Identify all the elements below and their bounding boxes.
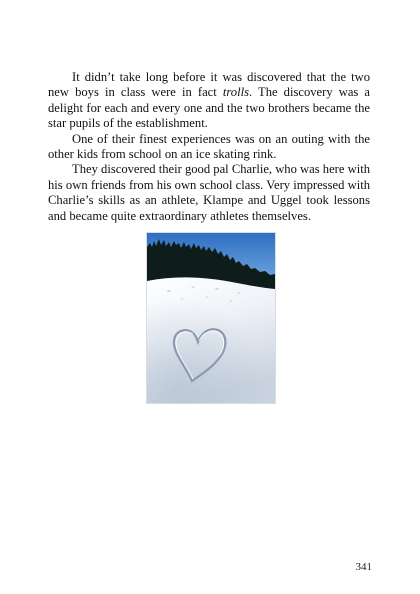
paragraph-1-text-start: It didn’t take long before it was discovered that the two new boys in class were in fact	[48, 70, 370, 100]
paragraph-2-text: One of their finest experiences was on an outing with the other kids from school on an ice skating rink.	[48, 131, 370, 162]
paragraph-1-emphasis: trolls	[222, 85, 249, 100]
snow-shading	[147, 273, 275, 403]
snow-heart-photo	[146, 232, 276, 404]
paragraph-3	[48, 162, 370, 224]
paragraph-2	[48, 132, 370, 163]
body-text	[48, 70, 370, 224]
snow-heart-illustration	[147, 233, 275, 403]
paragraph-1	[48, 70, 370, 132]
paragraph-1-text-end: . The discovery was a delight for each and every one and the two brothers became the star pupils of the establishment.	[48, 85, 370, 131]
page-number: 341	[355, 561, 372, 573]
paragraph-3-text: They discovered their good pal Charlie, who was here with his own friends from his own school class. Very impressed with Charlie’s skills as an athlete, Klampe and Uggel took lessons and became quite extraordinary athletes themselves.	[48, 162, 370, 223]
